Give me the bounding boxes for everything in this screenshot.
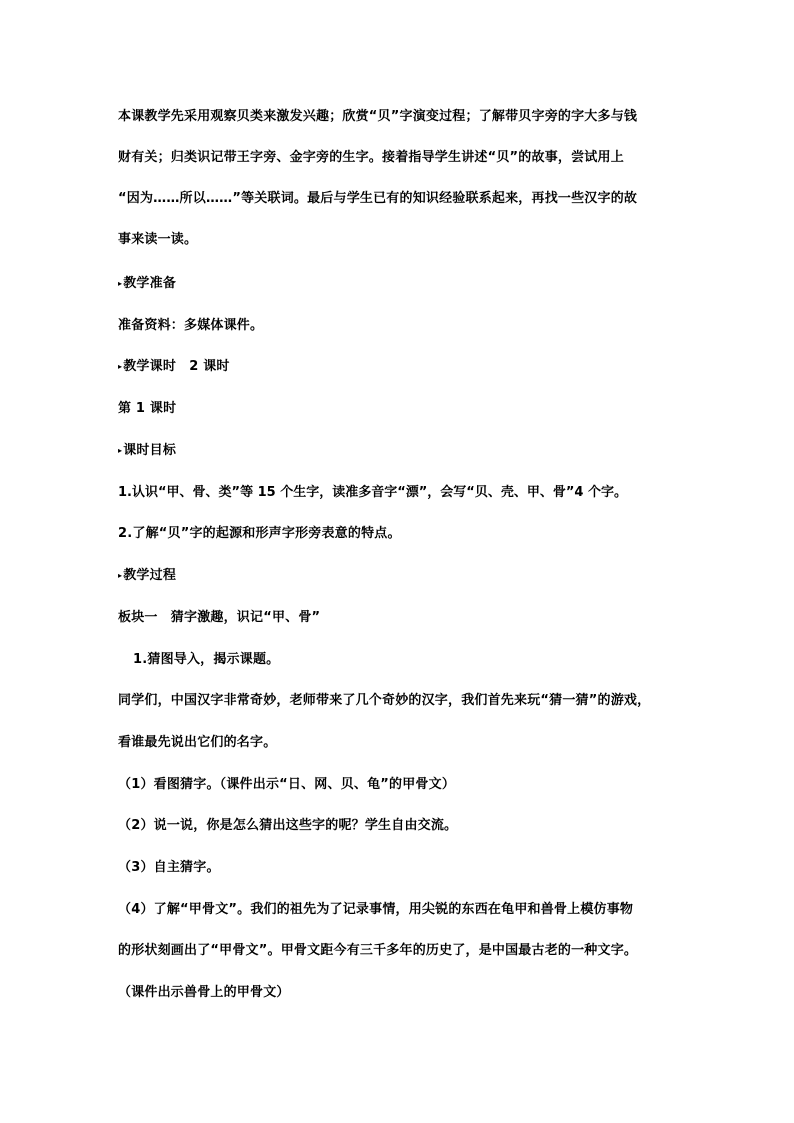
lesson-number: 第 1 课时 xyxy=(118,401,177,416)
heading-teaching-process: ▸教学过程 xyxy=(118,568,177,583)
triangle-bullet-icon: ▸ xyxy=(118,279,123,288)
intro-line-4: 事来读一读。 xyxy=(118,232,198,247)
intro-line-2: 财有关；归类识记带王字旁、金字旁的生字。接着指导学生讲述“贝”的故事，尝试用上 xyxy=(118,150,624,165)
section-1-title: 板块一 猜字激趣，识记“甲、骨” xyxy=(118,610,321,625)
substep-4-line-2: 的形状刻画出了“甲骨文”。甲骨文距今有三千多年的历史了，是中国最古老的一种文字。 xyxy=(118,943,638,958)
objective-1: 1.认识“甲、骨、类”等 15 个生字，读准多音字“漂”，会写“贝、壳、甲、骨”4 个字。 xyxy=(118,485,627,500)
step-1-title: 1.猜图导入，揭示课题。 xyxy=(133,652,280,667)
step-1-text-line-1: 同学们，中国汉字非常奇妙，老师带来了几个奇妙的汉字，我们首先来玩“猜一猜”的游戏， xyxy=(118,693,651,708)
step-1-text-line-2: 看谁最先说出它们的名字。 xyxy=(118,735,277,750)
intro-line-1: 本课教学先采用观察贝类来激发兴趣；欣赏“贝”字演变过程；了解带贝字旁的字大多与钱 xyxy=(118,109,638,124)
intro-line-3: “因为……所以……”等关联词。最后与学生已有的知识经验联系起来，再找一些汉字的故 xyxy=(118,191,638,206)
substep-3: （3）自主猜字。 xyxy=(118,860,220,875)
substep-4-line-1: （4）了解“甲骨文”。我们的祖先为了记录事情，用尖锐的东西在龟甲和兽骨上模仿事物 xyxy=(118,902,634,917)
triangle-bullet-icon: ▸ xyxy=(118,446,123,455)
heading-teaching-preparation: ▸教学准备 xyxy=(118,276,177,291)
triangle-bullet-icon: ▸ xyxy=(118,362,123,371)
substep-1: （1）看图猜字。（课件出示“日、网、贝、龟”的甲骨文） xyxy=(118,777,456,792)
heading-lesson-objectives: ▸课时目标 xyxy=(118,443,177,458)
objective-2: 2.了解“贝”字的起源和形声字形旁表意的特点。 xyxy=(118,526,401,541)
triangle-bullet-icon: ▸ xyxy=(118,571,123,580)
heading-class-hours: ▸教学课时 2 课时 xyxy=(118,359,230,374)
substep-2: （2）说一说，你是怎么猜出这些字的呢？学生自由交流。 xyxy=(118,818,458,833)
substep-4-note: （课件出示兽骨上的甲骨文） xyxy=(118,985,290,1000)
preparation-materials: 准备资料：多媒体课件。 xyxy=(118,318,264,333)
